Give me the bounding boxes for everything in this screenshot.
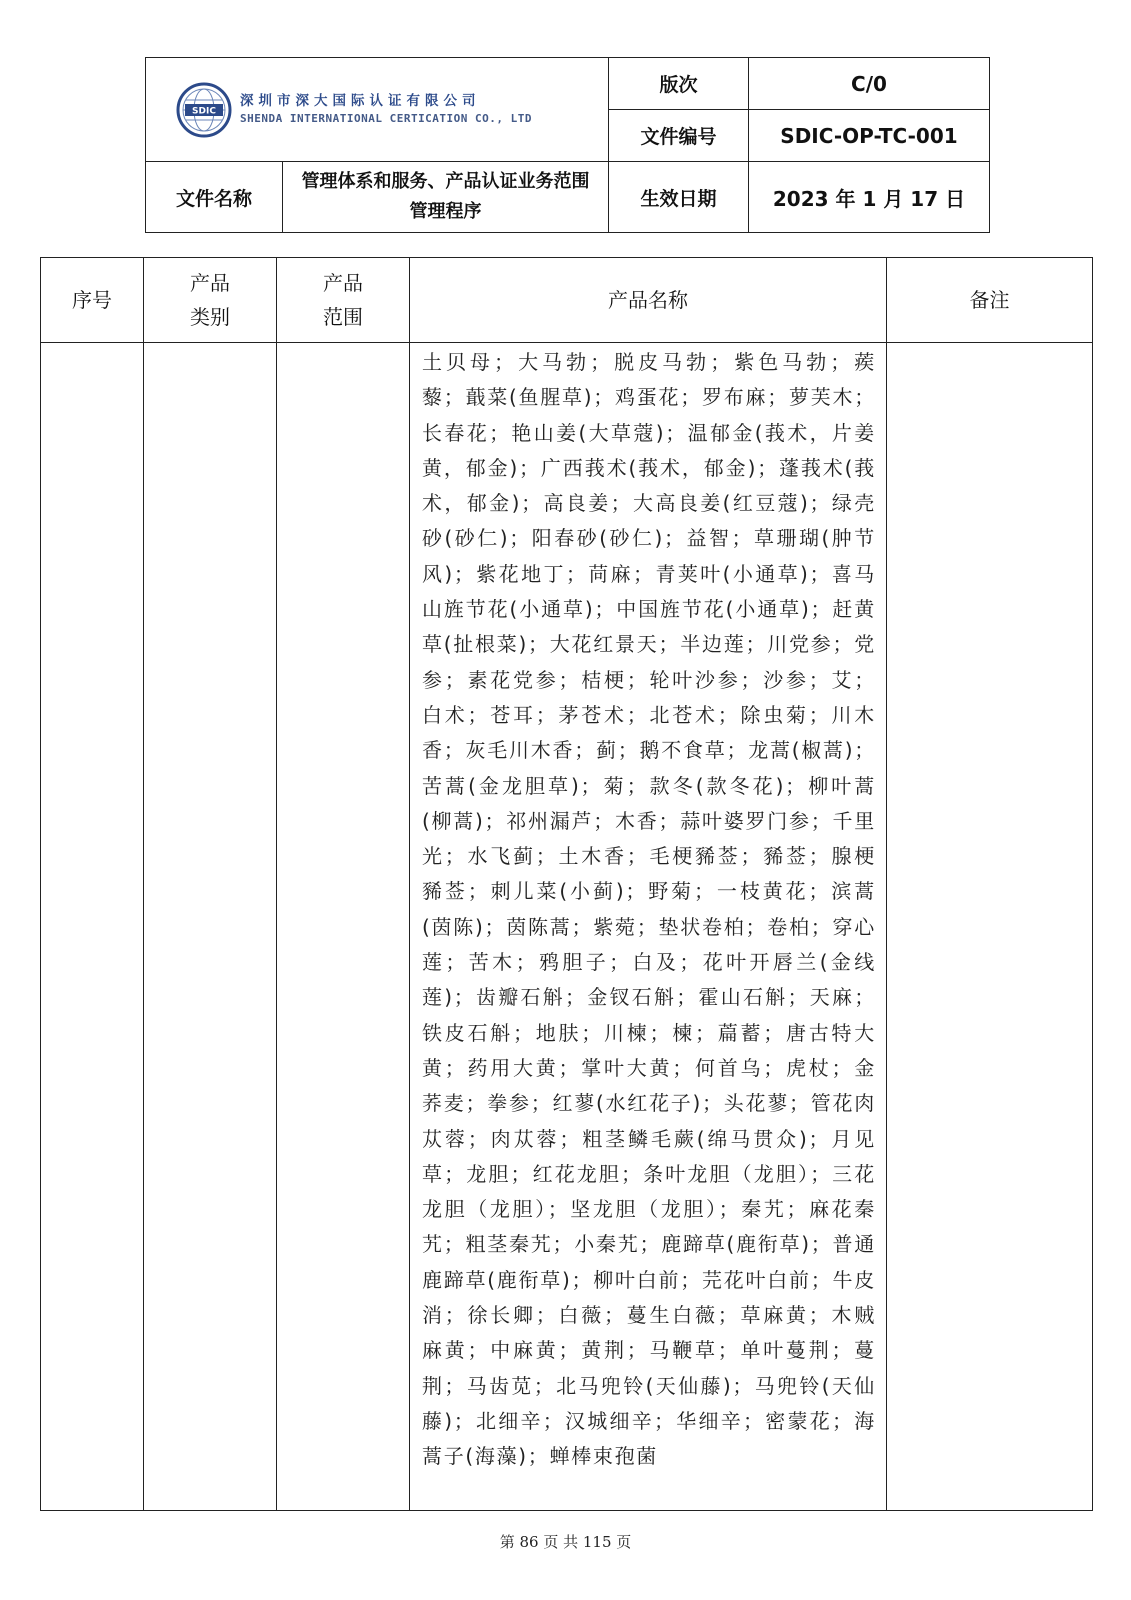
doc-number-value: SDIC-OP-TC-001 bbox=[749, 110, 990, 162]
cell-product-names bbox=[410, 343, 887, 1511]
company-name-en: SHENDA INTERNATIONAL CERTICATION CO., LTD bbox=[240, 112, 533, 126]
doc-name-label: 文件名称 bbox=[146, 162, 283, 233]
column-header-seq: 序号 bbox=[41, 258, 144, 343]
cell-remark bbox=[887, 343, 1093, 1511]
table-row bbox=[41, 343, 1093, 1511]
globe-logo-icon bbox=[176, 82, 232, 138]
edition-value: C/0 bbox=[749, 58, 990, 110]
column-header-category: 产品类别 bbox=[144, 258, 277, 343]
product-names-text: 土贝母；大马勃；脱皮马勃；紫色马勃；蒺藜；蕺菜(鱼腥草)；鸡蛋花；罗布麻；萝芙木；长春花；艳山姜(大草蔻)；温郁金(莪术，片姜黄，郁金)；广西莪术(莪术，郁金)；蓬莪术(莪术，郁金)；高良姜；大高良姜(红豆蔻)；绿壳砂(砂仁)；阳春砂(砂仁)；益智；草珊瑚(肿节风)；紫花地丁；苘麻；青荚叶(小通草)；喜马山旌节花(小通草)；中国旌节花(小通草)；赶黄草(扯根菜)；大花红景天；半边莲；川党参；党参；素花党参；桔梗；轮叶沙参；沙参；艾；白术；苍耳；茅苍术；北苍术；除虫菊；川木香；灰毛川木香；蓟；鹅不食草；龙蒿(椒蒿)；苦蒿(金龙胆草)；菊；款冬(款冬花)；柳叶蒿(柳蒿)；祁州漏芦；木香；蒜叶婆罗门参；千里光；水飞蓟；土木香；毛梗豨莶；豨莶；腺梗豨莶；刺儿菜(小蓟)；野菊；一枝黄花；滨蒿(茵陈)；茵陈蒿；紫菀；垫状卷柏；卷柏；穿心莲；苦木；鸦胆子；白及；花叶开唇兰(金线莲)；齿瓣石斛；金钗石斛；霍山石斛；天麻；铁皮石斛；地肤；川楝；楝；萹蓄；唐古特大黄；药用大黄；掌叶大黄；何首乌；虎杖；金荞麦；拳参；红蓼(水红花子)；头花蓼；管花肉苁蓉；肉苁蓉；粗茎鳞毛蕨(绵马贯众)；月见草；龙胆；红花龙胆；条叶龙胆（龙胆）；三花龙胆（龙胆）；坚龙胆（龙胆）；秦艽；麻花秦艽；粗茎秦艽；小秦艽；鹿蹄草(鹿衔草)；普通鹿蹄草(鹿衔草)；柳叶白前；芫花叶白前；牛皮消；徐长卿；白薇；蔓生白薇；草麻黄；木贼麻黄；中麻黄；黄荆；马鞭草；单叶蔓荆；蔓荆；马齿苋；北马兜铃(天仙藤)；马兜铃(天仙藤)；北细辛；汉城细辛；华细辛；密蒙花；海蒿子(海藻)；蝉棒束孢菌 bbox=[422, 350, 876, 1469]
company-name-cn: 深圳市深大国际认证有限公司 bbox=[240, 92, 481, 109]
cell-seq bbox=[41, 343, 144, 1511]
column-header-product-name: 产品名称 bbox=[410, 258, 887, 343]
cell-category bbox=[144, 343, 277, 1511]
column-header-remark: 备注 bbox=[887, 258, 1093, 343]
logo-letters: SDIC bbox=[192, 106, 216, 116]
product-scope-table bbox=[40, 257, 1093, 1511]
cell-scope bbox=[277, 343, 410, 1511]
page-number: 第 86 页 共 115 页 bbox=[499, 1533, 632, 1551]
effective-date-value: 2023 年 1 月 17 日 bbox=[749, 162, 990, 233]
company-logo-cell bbox=[146, 58, 609, 162]
document-header-table bbox=[145, 57, 990, 233]
column-header-scope: 产品范围 bbox=[277, 258, 410, 343]
effective-date-label: 生效日期 bbox=[609, 162, 749, 233]
doc-name-text: 管理体系和服务、产品认证业务范围管理程序 bbox=[301, 171, 590, 222]
edition-label: 版次 bbox=[609, 58, 749, 110]
doc-name-value bbox=[283, 162, 609, 233]
doc-number-label: 文件编号 bbox=[609, 110, 749, 162]
